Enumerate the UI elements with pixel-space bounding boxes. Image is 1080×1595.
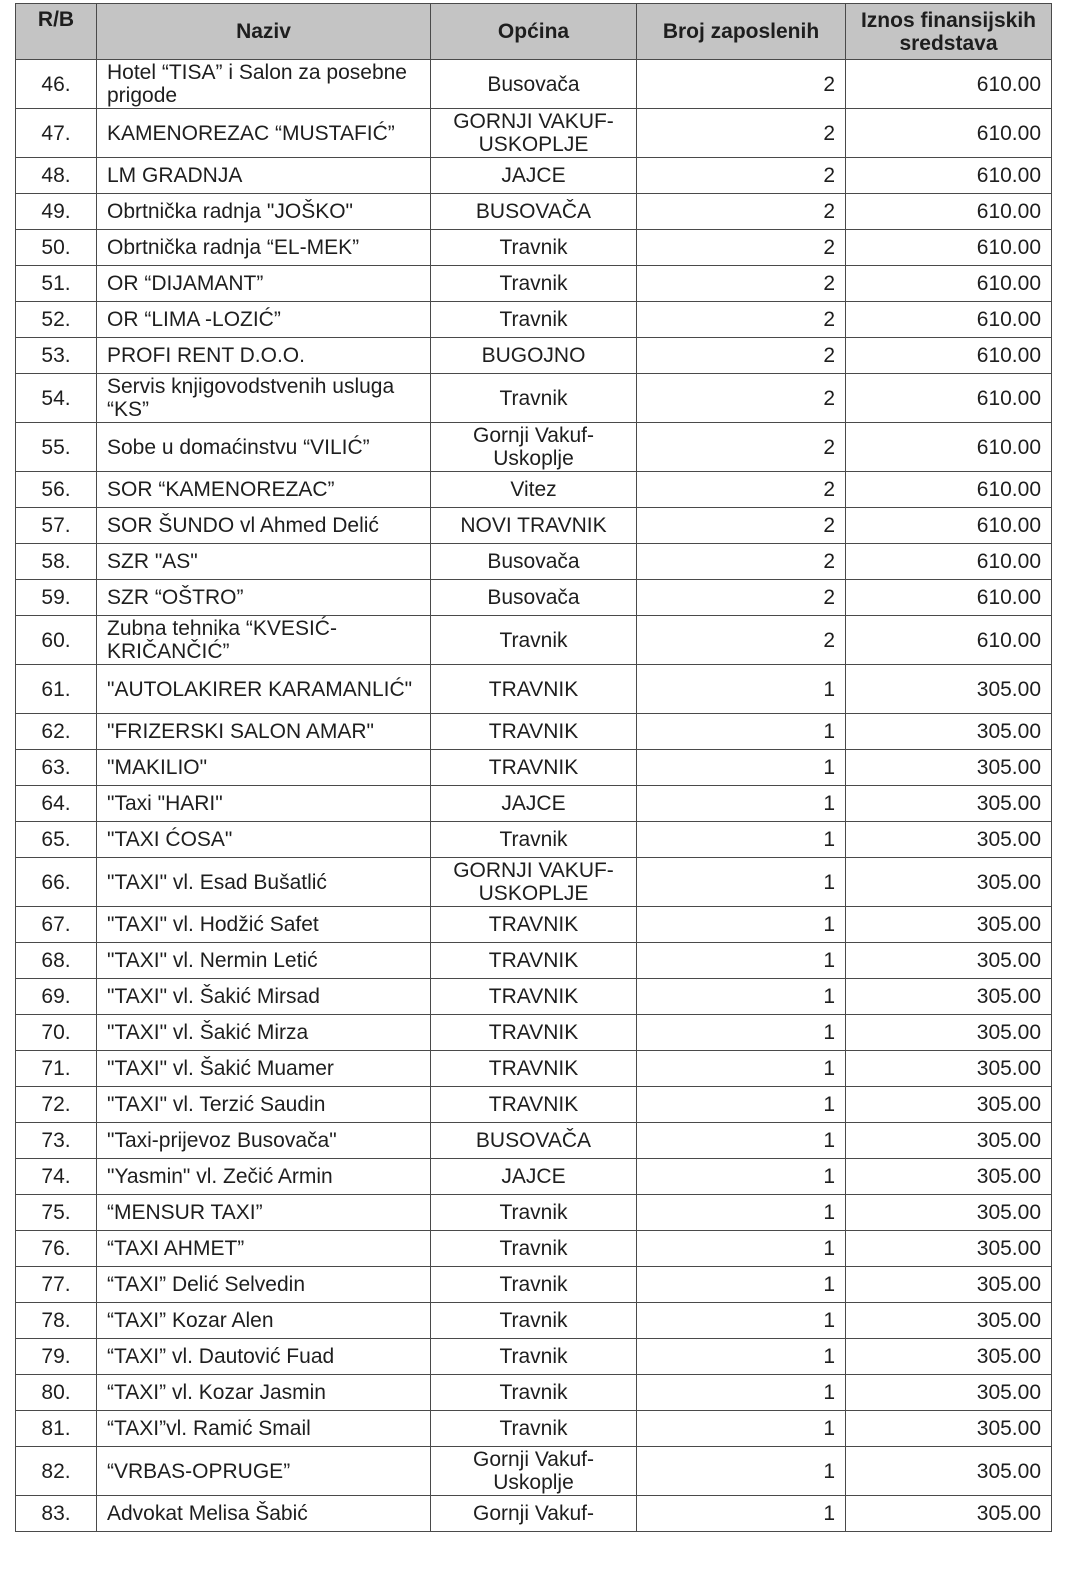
rb-cell: 48. [16, 158, 97, 194]
table-row [16, 1303, 1052, 1339]
broj-zaposlenih-cell: 1 [637, 1231, 846, 1267]
broj-zaposlenih-cell: 1 [637, 1051, 846, 1087]
iznos-cell: 610.00 [846, 423, 1052, 472]
table-row [16, 580, 1052, 616]
iznos-cell: 305.00 [846, 1496, 1052, 1532]
opcina-cell: Travnik [431, 230, 637, 266]
naziv-cell: Sobe u domaćinstvu “VILIĆ” [97, 423, 431, 472]
table-row [16, 544, 1052, 580]
iznos-cell: 305.00 [846, 1087, 1052, 1123]
broj-zaposlenih-cell: 1 [637, 786, 846, 822]
broj-zaposlenih-cell: 2 [637, 60, 846, 109]
iznos-cell: 305.00 [846, 714, 1052, 750]
broj-zaposlenih-cell: 2 [637, 423, 846, 472]
iznos-cell: 610.00 [846, 266, 1052, 302]
rb-cell: 59. [16, 580, 97, 616]
rb-cell: 58. [16, 544, 97, 580]
naziv-cell: SZR "AS" [97, 544, 431, 580]
rb-cell: 60. [16, 616, 97, 665]
naziv-cell: “TAXI” vl. Dautović Fuad [97, 1339, 431, 1375]
opcina-cell: Travnik [431, 266, 637, 302]
rb-cell: 78. [16, 1303, 97, 1339]
table-row [16, 230, 1052, 266]
broj-zaposlenih-cell: 1 [637, 1195, 846, 1231]
iznos-cell: 610.00 [846, 158, 1052, 194]
table-row [16, 943, 1052, 979]
naziv-cell: SOR ŠUNDO vl Ahmed Delić [97, 508, 431, 544]
rb-cell: 51. [16, 266, 97, 302]
naziv-cell: "TAXI" vl. Šakić Muamer [97, 1051, 431, 1087]
iznos-cell: 305.00 [846, 1375, 1052, 1411]
naziv-cell: SZR “OŠTRO” [97, 580, 431, 616]
naziv-cell: "Taxi-prijevoz Busovača" [97, 1123, 431, 1159]
rb-cell: 65. [16, 822, 97, 858]
iznos-cell: 305.00 [846, 979, 1052, 1015]
iznos-cell: 305.00 [846, 750, 1052, 786]
rb-cell: 73. [16, 1123, 97, 1159]
rb-cell: 64. [16, 786, 97, 822]
rb-cell: 63. [16, 750, 97, 786]
opcina-cell: JAJCE [431, 1159, 637, 1195]
broj-zaposlenih-cell: 1 [637, 1375, 846, 1411]
table-row [16, 266, 1052, 302]
naziv-cell: KAMENOREZAC “MUSTAFIĆ” [97, 109, 431, 158]
naziv-cell: OR “LIMA -LOZIĆ” [97, 302, 431, 338]
rb-cell: 82. [16, 1447, 97, 1496]
table-row [16, 374, 1052, 423]
header-broj-zaposlenih: Broj zaposlenih [637, 4, 846, 60]
iznos-cell: 305.00 [846, 1447, 1052, 1496]
table-row [16, 423, 1052, 472]
table-row [16, 1123, 1052, 1159]
iznos-cell: 610.00 [846, 230, 1052, 266]
opcina-cell: Travnik [431, 1267, 637, 1303]
opcina-cell: TRAVNIK [431, 1087, 637, 1123]
opcina-cell: Travnik [431, 374, 637, 423]
naziv-cell: "TAXI" vl. Hodžić Safet [97, 907, 431, 943]
header-rb: R/B [16, 4, 97, 60]
table-row [16, 979, 1052, 1015]
iznos-cell: 610.00 [846, 194, 1052, 230]
opcina-cell: TRAVNIK [431, 750, 637, 786]
table-row [16, 1015, 1052, 1051]
iznos-cell: 610.00 [846, 338, 1052, 374]
iznos-cell: 610.00 [846, 544, 1052, 580]
naziv-cell: "TAXI" vl. Esad Bušatlić [97, 858, 431, 907]
naziv-cell: "TAXI" vl. Šakić Mirza [97, 1015, 431, 1051]
opcina-cell: TRAVNIK [431, 665, 637, 714]
broj-zaposlenih-cell: 2 [637, 194, 846, 230]
iznos-cell: 305.00 [846, 1123, 1052, 1159]
naziv-cell: "TAXI" vl. Šakić Mirsad [97, 979, 431, 1015]
naziv-cell: SOR “KAMENOREZAC” [97, 472, 431, 508]
iznos-cell: 305.00 [846, 907, 1052, 943]
opcina-cell: Travnik [431, 1411, 637, 1447]
table-row [16, 1411, 1052, 1447]
iznos-cell: 610.00 [846, 60, 1052, 109]
broj-zaposlenih-cell: 1 [637, 1159, 846, 1195]
iznos-cell: 610.00 [846, 472, 1052, 508]
table-row [16, 1087, 1052, 1123]
rb-cell: 47. [16, 109, 97, 158]
table-row [16, 1051, 1052, 1087]
table-row [16, 750, 1052, 786]
opcina-cell: Gornji Vakuf- [431, 1496, 637, 1532]
table-row [16, 60, 1052, 109]
rb-cell: 46. [16, 60, 97, 109]
opcina-cell: GORNJI VAKUF-USKOPLJE [431, 109, 637, 158]
table-row [16, 858, 1052, 907]
opcina-cell: Vitez [431, 472, 637, 508]
opcina-cell: Travnik [431, 1339, 637, 1375]
table-row [16, 302, 1052, 338]
iznos-cell: 305.00 [846, 858, 1052, 907]
rb-cell: 55. [16, 423, 97, 472]
rb-cell: 50. [16, 230, 97, 266]
iznos-cell: 305.00 [846, 1051, 1052, 1087]
broj-zaposlenih-cell: 1 [637, 1303, 846, 1339]
table-row [16, 786, 1052, 822]
opcina-cell: Busovača [431, 580, 637, 616]
broj-zaposlenih-cell: 1 [637, 858, 846, 907]
rb-cell: 72. [16, 1087, 97, 1123]
rb-cell: 53. [16, 338, 97, 374]
iznos-cell: 610.00 [846, 374, 1052, 423]
rb-cell: 56. [16, 472, 97, 508]
rb-cell: 62. [16, 714, 97, 750]
table-row [16, 1447, 1052, 1496]
rb-cell: 79. [16, 1339, 97, 1375]
naziv-cell: “TAXI” vl. Kozar Jasmin [97, 1375, 431, 1411]
naziv-cell: "AUTOLAKIRER KARAMANLIĆ" [97, 665, 431, 714]
rb-cell: 74. [16, 1159, 97, 1195]
table-row [16, 194, 1052, 230]
iznos-cell: 610.00 [846, 580, 1052, 616]
table-header-row [16, 4, 1052, 60]
naziv-cell: Zubna tehnika “KVESIĆ-KRIČANČIĆ” [97, 616, 431, 665]
broj-zaposlenih-cell: 1 [637, 979, 846, 1015]
naziv-cell: “MENSUR TAXI” [97, 1195, 431, 1231]
broj-zaposlenih-cell: 1 [637, 750, 846, 786]
opcina-cell: BUSOVAČA [431, 1123, 637, 1159]
broj-zaposlenih-cell: 1 [637, 943, 846, 979]
header-iznos: Iznos finansijskih sredstava [846, 4, 1052, 60]
rb-cell: 61. [16, 665, 97, 714]
rb-cell: 77. [16, 1267, 97, 1303]
rb-cell: 83. [16, 1496, 97, 1532]
broj-zaposlenih-cell: 1 [637, 1123, 846, 1159]
rb-cell: 69. [16, 979, 97, 1015]
header-opcina: Općina [431, 4, 637, 60]
broj-zaposlenih-cell: 2 [637, 266, 846, 302]
opcina-cell: TRAVNIK [431, 943, 637, 979]
naziv-cell: “TAXI AHMET” [97, 1231, 431, 1267]
iznos-cell: 305.00 [846, 1303, 1052, 1339]
opcina-cell: Travnik [431, 1195, 637, 1231]
broj-zaposlenih-cell: 2 [637, 374, 846, 423]
opcina-cell: Gornji Vakuf-Uskoplje [431, 423, 637, 472]
opcina-cell: Gornji Vakuf-Uskoplje [431, 1447, 637, 1496]
broj-zaposlenih-cell: 1 [637, 1015, 846, 1051]
iznos-cell: 305.00 [846, 786, 1052, 822]
broj-zaposlenih-cell: 2 [637, 508, 846, 544]
iznos-cell: 305.00 [846, 1015, 1052, 1051]
naziv-cell: "Taxi "HARI" [97, 786, 431, 822]
broj-zaposlenih-cell: 2 [637, 544, 846, 580]
opcina-cell: Travnik [431, 616, 637, 665]
naziv-cell: "TAXI ĆOSA" [97, 822, 431, 858]
iznos-cell: 305.00 [846, 1231, 1052, 1267]
naziv-cell: Obrtnička radnja “EL-MEK” [97, 230, 431, 266]
naziv-cell: OR “DIJAMANT” [97, 266, 431, 302]
broj-zaposlenih-cell: 1 [637, 1411, 846, 1447]
table-row [16, 109, 1052, 158]
iznos-cell: 305.00 [846, 1159, 1052, 1195]
naziv-cell: “VRBAS-OPRUGE” [97, 1447, 431, 1496]
naziv-cell: "Yasmin" vl. Zečić Armin [97, 1159, 431, 1195]
table-row [16, 472, 1052, 508]
rb-cell: 68. [16, 943, 97, 979]
table-row [16, 822, 1052, 858]
header-naziv: Naziv [97, 4, 431, 60]
broj-zaposlenih-cell: 2 [637, 109, 846, 158]
table-row [16, 1375, 1052, 1411]
broj-zaposlenih-cell: 1 [637, 714, 846, 750]
broj-zaposlenih-cell: 1 [637, 1447, 846, 1496]
iznos-cell: 305.00 [846, 943, 1052, 979]
naziv-cell: Hotel “TISA” i Salon za posebne prigode [97, 60, 431, 109]
rb-cell: 71. [16, 1051, 97, 1087]
naziv-cell: "TAXI" vl. Nermin Letić [97, 943, 431, 979]
broj-zaposlenih-cell: 2 [637, 338, 846, 374]
table-body [16, 60, 1052, 1532]
opcina-cell: BUGOJNO [431, 338, 637, 374]
iznos-cell: 305.00 [846, 1195, 1052, 1231]
broj-zaposlenih-cell: 2 [637, 230, 846, 266]
opcina-cell: Busovača [431, 544, 637, 580]
rb-cell: 54. [16, 374, 97, 423]
rb-cell: 57. [16, 508, 97, 544]
opcina-cell: JAJCE [431, 158, 637, 194]
iznos-cell: 305.00 [846, 1411, 1052, 1447]
opcina-cell: BUSOVAČA [431, 194, 637, 230]
rb-cell: 70. [16, 1015, 97, 1051]
broj-zaposlenih-cell: 1 [637, 1339, 846, 1375]
table-row [16, 665, 1052, 714]
naziv-cell: PROFI RENT D.O.O. [97, 338, 431, 374]
iznos-cell: 305.00 [846, 822, 1052, 858]
opcina-cell: TRAVNIK [431, 1051, 637, 1087]
opcina-cell: TRAVNIK [431, 979, 637, 1015]
broj-zaposlenih-cell: 1 [637, 1087, 846, 1123]
naziv-cell: "MAKILIO" [97, 750, 431, 786]
naziv-cell: “TAXI” Kozar Alen [97, 1303, 431, 1339]
broj-zaposlenih-cell: 1 [637, 665, 846, 714]
broj-zaposlenih-cell: 1 [637, 907, 846, 943]
naziv-cell: Obrtnička radnja "JOŠKO" [97, 194, 431, 230]
opcina-cell: JAJCE [431, 786, 637, 822]
broj-zaposlenih-cell: 1 [637, 822, 846, 858]
rb-cell: 67. [16, 907, 97, 943]
rb-cell: 81. [16, 1411, 97, 1447]
iznos-cell: 610.00 [846, 109, 1052, 158]
opcina-cell: Travnik [431, 302, 637, 338]
table-row [16, 508, 1052, 544]
opcina-cell: Travnik [431, 1231, 637, 1267]
rb-cell: 76. [16, 1231, 97, 1267]
table-row [16, 1195, 1052, 1231]
iznos-cell: 610.00 [846, 508, 1052, 544]
rb-cell: 49. [16, 194, 97, 230]
broj-zaposlenih-cell: 2 [637, 158, 846, 194]
naziv-cell: Servis knjigovodstvenih usluga “KS” [97, 374, 431, 423]
table-row [16, 158, 1052, 194]
broj-zaposlenih-cell: 2 [637, 472, 846, 508]
opcina-cell: TRAVNIK [431, 907, 637, 943]
table-row [16, 1231, 1052, 1267]
table-row [16, 1267, 1052, 1303]
broj-zaposlenih-cell: 1 [637, 1267, 846, 1303]
naziv-cell: "TAXI" vl. Terzić Saudin [97, 1087, 431, 1123]
iznos-cell: 610.00 [846, 302, 1052, 338]
broj-zaposlenih-cell: 2 [637, 616, 846, 665]
opcina-cell: Travnik [431, 822, 637, 858]
iznos-cell: 305.00 [846, 665, 1052, 714]
opcina-cell: TRAVNIK [431, 714, 637, 750]
rb-cell: 80. [16, 1375, 97, 1411]
rb-cell: 75. [16, 1195, 97, 1231]
opcina-cell: GORNJI VAKUF-USKOPLJE [431, 858, 637, 907]
table-row [16, 714, 1052, 750]
broj-zaposlenih-cell: 1 [637, 1496, 846, 1532]
table-row [16, 1496, 1052, 1532]
opcina-cell: NOVI TRAVNIK [431, 508, 637, 544]
opcina-cell: Busovača [431, 60, 637, 109]
rb-cell: 52. [16, 302, 97, 338]
naziv-cell: "FRIZERSKI SALON AMAR" [97, 714, 431, 750]
rb-cell: 66. [16, 858, 97, 907]
naziv-cell: “TAXI” Delić Selvedin [97, 1267, 431, 1303]
opcina-cell: Travnik [431, 1303, 637, 1339]
table-row [16, 338, 1052, 374]
beneficiaries-table [15, 3, 1052, 1532]
broj-zaposlenih-cell: 2 [637, 302, 846, 338]
naziv-cell: LM GRADNJA [97, 158, 431, 194]
broj-zaposlenih-cell: 2 [637, 580, 846, 616]
iznos-cell: 610.00 [846, 616, 1052, 665]
table-row [16, 616, 1052, 665]
naziv-cell: “TAXI”vl. Ramić Smail [97, 1411, 431, 1447]
iznos-cell: 305.00 [846, 1339, 1052, 1375]
opcina-cell: Travnik [431, 1375, 637, 1411]
table-row [16, 1339, 1052, 1375]
table-row [16, 1159, 1052, 1195]
iznos-cell: 305.00 [846, 1267, 1052, 1303]
opcina-cell: TRAVNIK [431, 1015, 637, 1051]
naziv-cell: Advokat Melisa Šabić [97, 1496, 431, 1532]
table-row [16, 907, 1052, 943]
